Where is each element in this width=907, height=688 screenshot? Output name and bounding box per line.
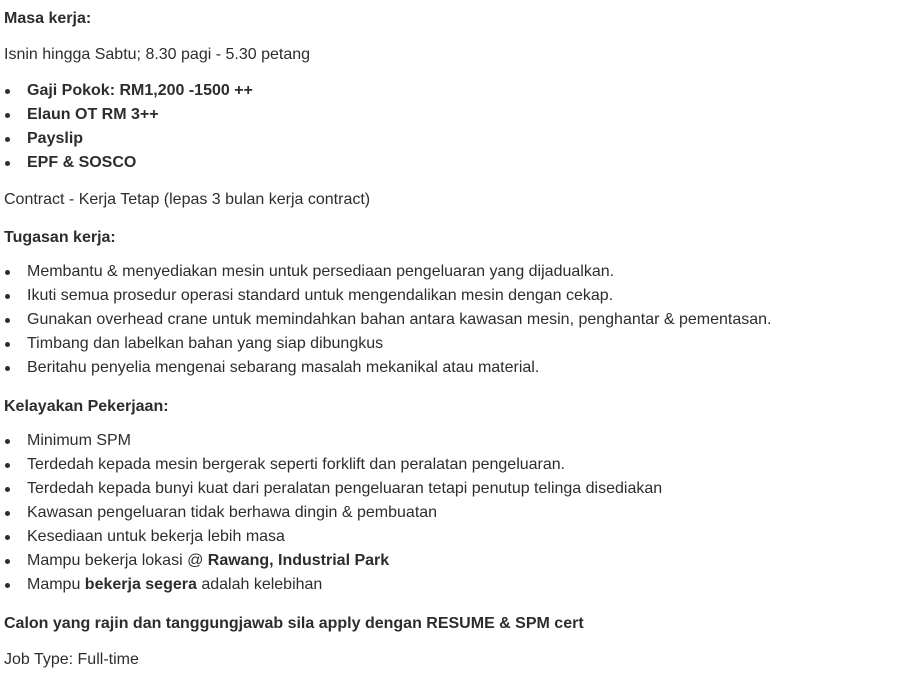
list-item: Terdedah kepada mesin bergerak seperti forklift dan peralatan pengeluaran.: [27, 453, 662, 477]
work-hours-heading: Masa kerja:: [4, 10, 92, 27]
immediate-suffix: adalah kelebihan: [196, 576, 323, 593]
benefits-list: [0, 79, 253, 175]
list-item: Gaji Pokok: RM1,200 -1500 ++: [27, 79, 253, 103]
qualifications-heading: Kelayakan Pekerjaan:: [4, 398, 169, 415]
list-item: Kawasan pengeluaran tidak berhawa dingin & pembuatan: [27, 501, 662, 525]
list-item: Payslip: [27, 127, 253, 151]
work-hours-text: Isnin hingga Sabtu; 8.30 pagi - 5.30 petang: [4, 46, 311, 63]
contract-text: Contract - Kerja Tetap (lepas 3 bulan kerja contract): [4, 191, 371, 208]
list-item: Timbang dan labelkan bahan yang siap dibungkus: [27, 332, 772, 356]
job-type: Job Type: Full-time: [4, 651, 139, 668]
list-item: Gunakan overhead crane untuk memindahkan bahan antara kawasan mesin, penghantar & pementasan.: [27, 308, 772, 332]
location-bold: Rawang, Industrial Park: [207, 552, 390, 569]
list-item: Elaun OT RM 3++: [27, 103, 253, 127]
duties-list: [0, 260, 772, 380]
list-item: Membantu & menyediakan mesin untuk persediaan pengeluaran yang dijadualkan.: [27, 260, 772, 284]
qualifications-list: [0, 429, 662, 597]
list-item: Minimum SPM: [27, 429, 662, 453]
list-item: Beritahu penyelia mengenai sebarang masalah mekanikal atau material.: [27, 356, 772, 380]
immediate-prefix: Mampu: [27, 576, 85, 593]
immediate-bold: bekerja segera: [84, 576, 197, 593]
location-prefix: Mampu bekerja lokasi @: [27, 552, 208, 569]
list-item: Ikuti semua prosedur operasi standard untuk mengendalikan mesin dengan cekap.: [27, 284, 772, 308]
duties-heading: Tugasan kerja:: [4, 229, 116, 246]
list-item: Terdedah kepada bunyi kuat dari peralatan pengeluaran tetapi penutup telinga disediakan: [27, 477, 662, 501]
list-item-immediate: [27, 573, 662, 597]
list-item-location: [27, 549, 662, 573]
call-to-action: Calon yang rajin dan tanggungjawab sila apply dengan RESUME & SPM cert: [4, 615, 584, 632]
list-item: Kesediaan untuk bekerja lebih masa: [27, 525, 662, 549]
list-item: EPF & SOSCO: [27, 151, 253, 175]
